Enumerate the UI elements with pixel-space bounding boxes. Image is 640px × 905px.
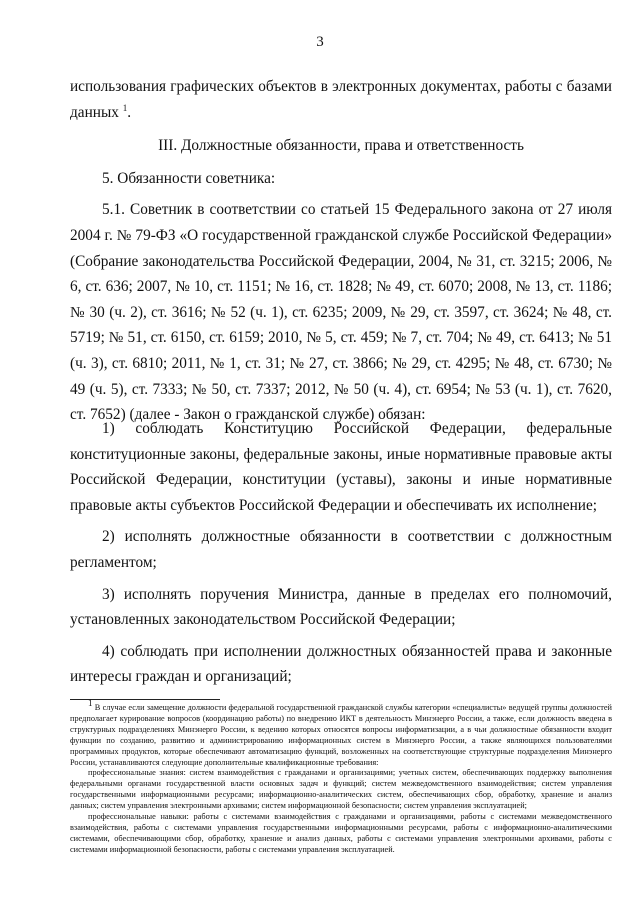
footnote-reference: 1 [122,102,128,113]
footnote-paragraph-1 [70,698,612,768]
paragraph-continuation [70,74,612,125]
footnote [70,698,612,856]
duty-2: 2) исполнять должностные обязанности в соответствии с должностным регламентом; [70,528,612,571]
paragraph-continuation-end: . [127,103,132,121]
paragraph-continuation-text: использования графических объектов в электронных документах, работы с базами данных [70,78,612,121]
footnote-paragraph-3: профессиональные навыки: работы с системами взаимодействия с гражданами и организациями, работы с системами межведомственного взаимодействия, работы с системами управления государственными информационными ресурсами, работы с информационно-аналитическими системами, обеспечивающими сбор, обработку, хранение и анализ данных, работы с системами управления электронными архивами, работы с системами информационной безопасности, работы с системами управления эксплуатацией. [70,812,612,854]
item-5-heading: 5. Обязанности советника: [102,169,276,187]
footnote-paragraph-2: профессиональные знания: систем взаимодействия с гражданами и организациями; учетных систем, обеспечивающих поддержку выполнения федеральными органами государственной власти основных задач и функций; систем межведомственного взаимодействия; систем управления государственными информационными ресурсами; информационно-аналитических систем, обеспечивающих сбор, обработку, хранение и анализ данных; систем управления электронными архивами; систем информационной безопасности; систем управления эксплуатацией; [70,768,612,811]
item-5-1-paragraph: 5.1. Советник в соответствии со статьей 15 Федерального закона от 27 июля 2004 г. № 79-ФЗ «О государственной гражданской службе Российской Федерации» (Собрание законодательства Российской Федерации, 2004, № 31, ст. 3215; 2006, № 6, ст. 636; 2007, № 10, ст. 1151; № 16, ст. 1828; № 49, ст. 6070; 2008, № 13, ст. 1186; № 30 (ч. 2), ст. 3616; № 52 (ч. 1), ст. 6235; 2009, № 29, ст. 3597, ст. 3624; № 48, ст. 5719; № 51, ст. 6150, ст. 6159; 2010, № 5, ст. 459; № 7, ст. 704; № 49, ст. 6413; № 51 (ч. 3), ст. 6810; 2011, № 1, ст. 31; № 27, ст. 3866; № 29, ст. 4295; № 48, ст. 6730; № 49 (ч. 5), ст. 7333; № 50, ст. 7337; 2012, № 50 (ч. 4), ст. 6954; № 53 (ч. 1), ст. 7620, ст. 7652) (далее - Закон о гражданской службе) обязан: [70,201,612,424]
body-text-upper [70,74,612,428]
duty-1: 1) соблюдать Конституцию Российской Федерации, федеральные конституционные законы, федеральные законы, иные нормативные правовые акты Российской Федерации, конституции (уставы), законы и иные нормативные правовые акты субъектов Российской Федерации и обеспечивать их исполнение; [70,420,612,514]
duty-4: 4) соблюдать при исполнении должностных обязанностей права и законные интересы граждан и организаций; [70,642,612,686]
section-heading: III. Должностные обязанности, права и ответственность [158,137,524,155]
footnote-paragraph-1-text: В случае если замещение должности федеральной государственной гражданской службы категории «специалисты» ведущей группы должностей предполагает курирование вопросов (координацию работы) по внедрению ИКТ в деятельность Минэнерго России, а также, если должность введена в структурных подразделениях Минэнерго России, к ведению которых относятся вопросы информатизации, а в чьи должностные обязанности входит функции по созданию, развитию и администрированию информационных систем в Минэнерго России, а также являющихся пользователями программных продуктов, которые обеспечивают автоматизацию функций, возложенных на соответствующие структурные подразделения Минэнерго России, устанавливаются следующие дополнительные квалификационные требования: [70,703,612,767]
page-number: 3 [316,34,324,50]
footnote-marker: 1 [88,698,93,709]
body-text-duties [70,416,612,690]
duty-3: 3) исполнять поручения Министра, данные в пределах его полномочий, установленных законодательством Российской Федерации; [70,585,612,629]
